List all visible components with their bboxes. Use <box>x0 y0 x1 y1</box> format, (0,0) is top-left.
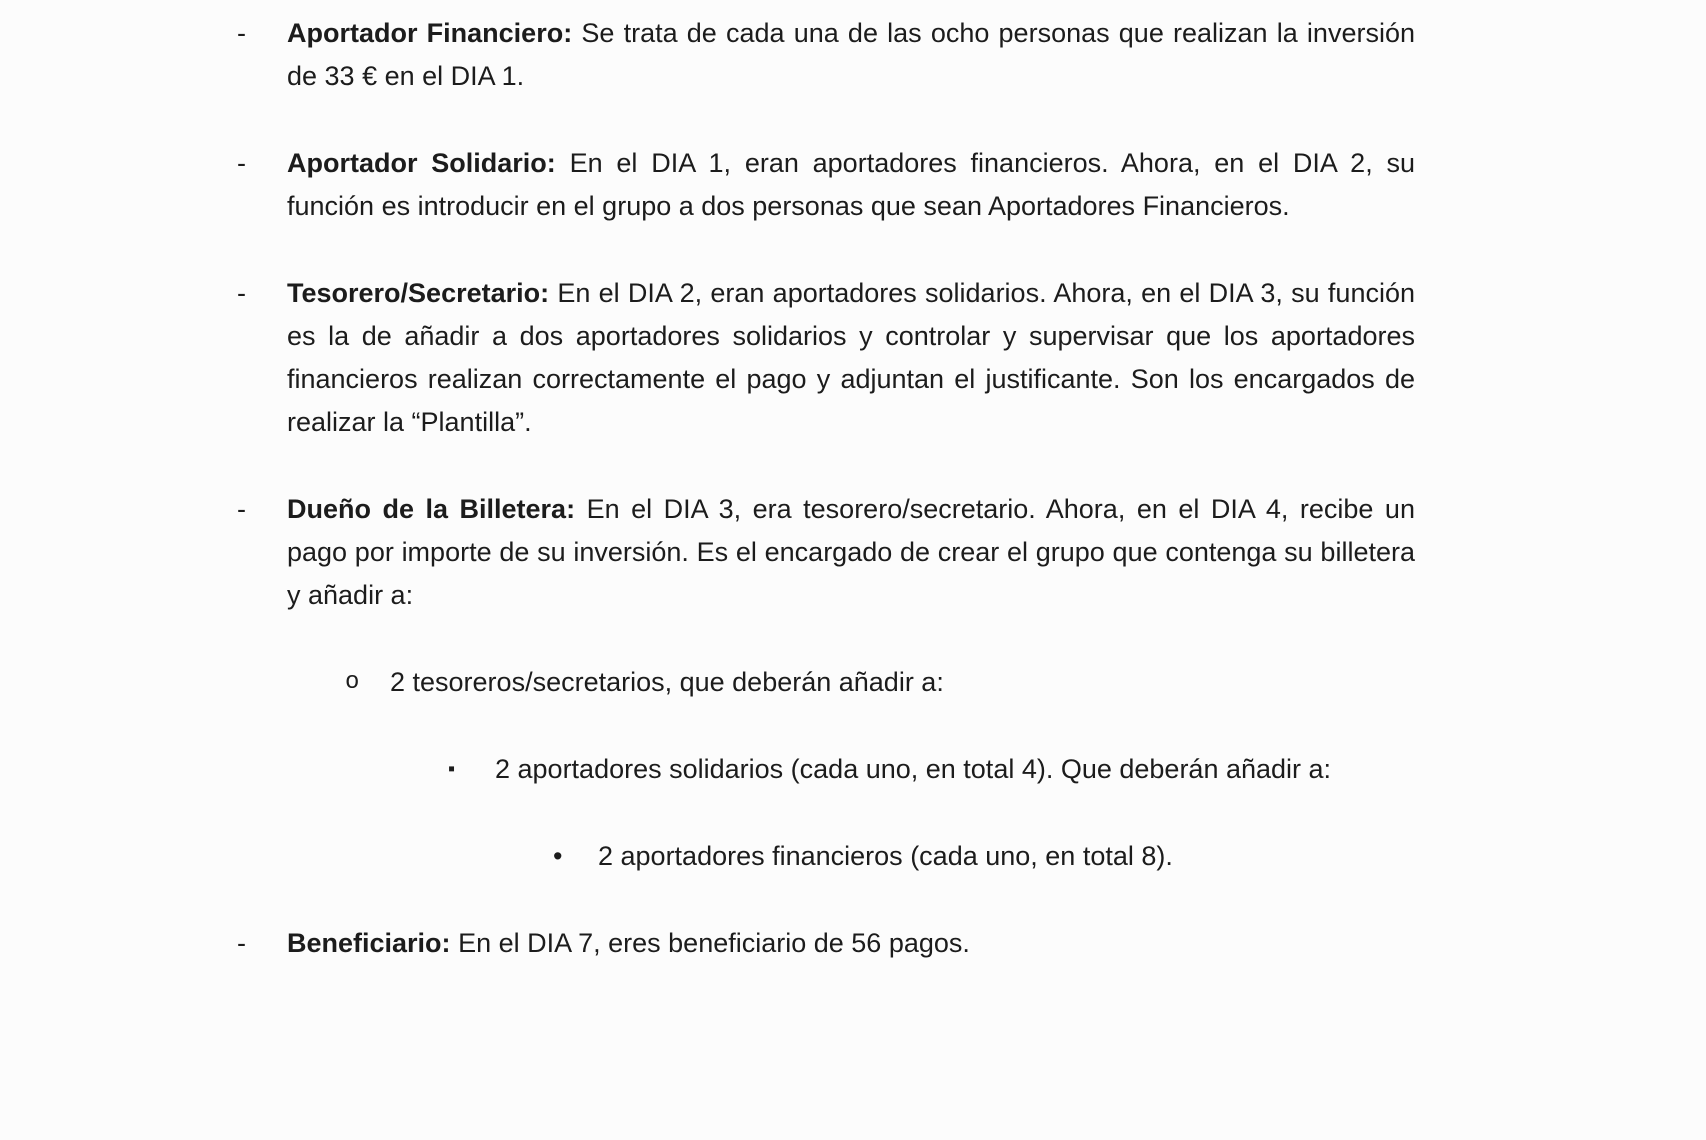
bullet-text <box>287 142 1415 228</box>
bullet-text <box>287 272 1415 444</box>
square-bullet-icon: ▪ <box>448 758 456 780</box>
dash-bullet-icon: - <box>237 18 246 48</box>
bullet-item-aportador-financiero <box>237 12 1415 98</box>
bullet-text <box>287 922 1415 965</box>
bullet-item-aportador-solidario <box>237 142 1415 228</box>
dash-bullet-icon: - <box>237 278 246 308</box>
bullet-term: Beneficiario: <box>287 928 451 958</box>
bullet-body-text: 2 aportadores financieros (cada uno, en total 8). <box>598 841 1173 871</box>
bullet-body-text: En el DIA 3, era tesorero/secretario. Ahora, en el DIA 4, recibe un pago por importe de su inversión. Es el encargado de crear el grupo que contenga su billetera y añadir a: <box>287 494 1415 610</box>
sub-item-tesoreros-secretarios <box>345 661 1415 704</box>
dot-bullet-icon: • <box>553 841 563 871</box>
bullet-term: Aportador Financiero: <box>287 18 573 48</box>
sub-item-aportadores-financieros <box>553 835 1415 878</box>
dash-bullet-icon: - <box>237 494 246 524</box>
bullet-term: Tesorero/Secretario: <box>287 278 550 308</box>
bullet-body-text: En el DIA 1, eran aportadores financieros. Ahora, en el DIA 2, su función es introducir en el grupo a dos personas que sean Aportadores Financieros. <box>287 148 1415 221</box>
bullet-item-dueno-billetera <box>237 488 1415 617</box>
bullet-text <box>390 661 1415 704</box>
bullet-item-beneficiario <box>237 922 1415 965</box>
bullet-term: Dueño de la Billetera: <box>287 494 576 524</box>
bullet-text <box>598 835 1415 878</box>
bullet-item-tesorero-secretario <box>237 272 1415 444</box>
bullet-text <box>495 748 1415 791</box>
bullet-body-text: 2 aportadores solidarios (cada uno, en total 4). Que deberán añadir a: <box>495 754 1332 784</box>
bullet-body-text: En el DIA 2, eran aportadores solidarios. Ahora, en el DIA 3, su función es la de añadir a dos aportadores solidarios y controlar y supervisar que los aportadores financieros realizan correctamente el pago y adjuntan el justificante. Son los encargados de realizar la “Plantilla”. <box>287 278 1415 437</box>
dash-bullet-icon: - <box>237 148 246 178</box>
bullet-body-text: 2 tesoreros/secretarios, que deberán añadir a: <box>390 667 944 697</box>
bullet-text <box>287 488 1415 617</box>
bullet-body-text: Se trata de cada una de las ocho personas que realizan la inversión de 33 € en el DIA 1. <box>287 18 1415 91</box>
bullet-term: Aportador Solidario: <box>287 148 556 178</box>
bullet-body-text: En el DIA 7, eres beneficiario de 56 pagos. <box>458 928 970 958</box>
circle-bullet-icon: o <box>345 669 360 696</box>
sub-item-aportadores-solidarios <box>448 748 1415 791</box>
bullet-text <box>287 12 1415 98</box>
dash-bullet-icon: - <box>237 928 246 958</box>
